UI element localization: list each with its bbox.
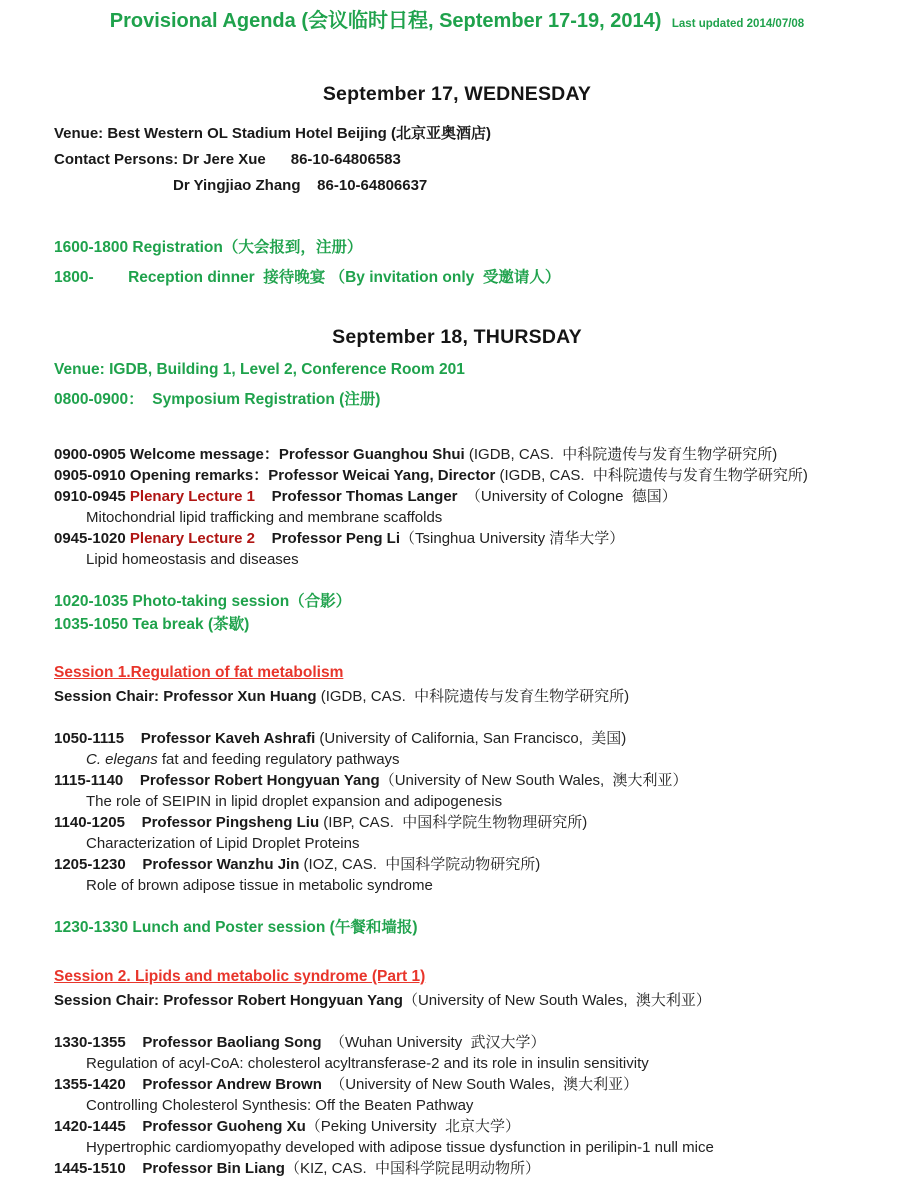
talk-affiliation: （Wuhan University 武汉大学） bbox=[321, 1034, 546, 1051]
day1-contact-line-2: Dr Yingjiao Zhang 86-10-64806637 bbox=[173, 177, 428, 194]
talk-entry bbox=[54, 1032, 860, 1053]
plenary-lecture-2-line bbox=[54, 528, 860, 549]
talk-entry bbox=[54, 812, 860, 833]
day1-registration: 1600-1800 Registration（大会报到，注册） bbox=[54, 239, 363, 256]
session-2-talks bbox=[54, 1032, 860, 1178]
session-1-title: Session 1.Regulation of fat metabolism bbox=[54, 664, 344, 681]
welcome-affiliation: (IGDB, CAS. 中科院遗传与发育生物学研究所) bbox=[464, 446, 778, 463]
last-updated-note: Last updated 2014/07/08 bbox=[671, 18, 805, 30]
talk-title: Controlling Cholesterol Synthesis: Off the Beaten Pathway bbox=[86, 1097, 474, 1114]
plenary-1-affiliation: （University of Cologne 德国） bbox=[457, 488, 677, 505]
plenary-2-label: Plenary Lecture 2 bbox=[129, 530, 255, 547]
tea-break: 1035-1050 Tea break (茶歇) bbox=[54, 616, 250, 633]
welcome-message: 0900-0905 Welcome message：Professor Guanghou Shui bbox=[54, 446, 465, 463]
talk-title: Role of brown adipose tissue in metabolic syndrome bbox=[86, 877, 433, 894]
talk-affiliation: （University of New South Wales, 澳大利亚） bbox=[379, 772, 688, 789]
talk-affiliation: (IBP, CAS. 中国科学院生物物理研究所) bbox=[319, 814, 588, 831]
session-2-chair-line bbox=[54, 989, 860, 1012]
talk-title bbox=[54, 749, 860, 770]
day2-venue: Venue: IGDB, Building 1, Level 2, Conference Room 201 bbox=[54, 361, 465, 378]
opening-remarks-line bbox=[54, 465, 860, 486]
talk-time-speaker: 1445-1510 Professor Bin Liang bbox=[54, 1160, 285, 1177]
day1-heading: September 17, WEDNESDAY bbox=[322, 83, 592, 105]
talk-entry bbox=[54, 770, 860, 791]
talk-affiliation: （KIZ, CAS. 中国科学院昆明动物所） bbox=[284, 1160, 540, 1177]
talk-title: Regulation of acyl-CoA: cholesterol acyltransferase-2 and its role in insulin sensitivity bbox=[86, 1055, 649, 1072]
talk-affiliation: (IOZ, CAS. 中国科学院动物研究所) bbox=[299, 856, 541, 873]
lunch-poster-session: 1230-1330 Lunch and Poster session (午餐和墙报) bbox=[54, 919, 418, 936]
plenary-2-talk-title: Lipid homeostasis and diseases bbox=[86, 551, 299, 568]
talk-time-speaker: 1140-1205 Professor Pingsheng Liu bbox=[54, 814, 320, 831]
talk-time-speaker: 1205-1230 Professor Wanzhu Jin bbox=[54, 856, 300, 873]
plenary-2-speaker: Professor Peng Li bbox=[254, 530, 401, 547]
session-2-title: Session 2. Lipids and metabolic syndrome (Part 1) bbox=[54, 968, 426, 985]
session-1-chair-line bbox=[54, 685, 860, 708]
welcome-message-line bbox=[54, 444, 860, 465]
talk-affiliation: （University of New South Wales, 澳大利亚） bbox=[321, 1076, 639, 1093]
session-2-chair-affiliation: （University of New South Wales, 澳大利亚） bbox=[402, 992, 711, 1009]
talk-entry bbox=[54, 1116, 860, 1137]
talk-title-italic: C. elegans bbox=[86, 751, 158, 768]
talk-title: The role of SEIPIN in lipid droplet expansion and adipogenesis bbox=[86, 793, 503, 810]
plenary-2-time: 0945-1020 bbox=[54, 530, 130, 547]
plenary-1-time: 0910-0945 bbox=[54, 488, 130, 505]
photo-session: 1020-1035 Photo-taking session（合影） bbox=[54, 593, 352, 610]
break-block bbox=[54, 590, 860, 636]
session-1-chair: Session Chair: Professor Xun Huang bbox=[54, 688, 317, 705]
plenary-1-speaker: Professor Thomas Langer bbox=[254, 488, 458, 505]
plenary-2-affiliation: （Tsinghua University 清华大学） bbox=[400, 530, 625, 547]
session-1-talks bbox=[54, 728, 860, 896]
opening-block bbox=[54, 444, 860, 570]
opening-affiliation: (IGDB, CAS. 中科院遗传与发育生物学研究所) bbox=[495, 467, 808, 484]
day2-registration: 0800-0900： Symposium Registration (注册) bbox=[54, 391, 381, 408]
talk-time-speaker: 1330-1355 Professor Baoliang Song bbox=[54, 1034, 322, 1051]
talk-affiliation: (University of California, San Francisco, 美国) bbox=[315, 730, 627, 747]
talk-time-speaker: 1420-1445 Professor Guoheng Xu bbox=[54, 1118, 306, 1135]
session-2-chair: Session Chair: Professor Robert Hongyuan Yang bbox=[54, 992, 403, 1009]
session-1-chair-affiliation: (IGDB, CAS. 中科院遗传与发育生物学研究所) bbox=[316, 688, 630, 705]
talk-time-speaker: 1115-1140 Professor Robert Hongyuan Yang bbox=[54, 772, 380, 789]
talk-entry bbox=[54, 854, 860, 875]
talk-title: Characterization of Lipid Droplet Proteins bbox=[86, 835, 360, 852]
talk-entry bbox=[54, 728, 860, 749]
document-title: Provisional Agenda (会议临时日程, September 17-19, 2014) bbox=[109, 10, 662, 32]
day2-heading: September 18, THURSDAY bbox=[332, 326, 582, 348]
document-header bbox=[54, 8, 860, 37]
talk-affiliation: （Peking University 北京大学） bbox=[305, 1118, 520, 1135]
talk-entry bbox=[54, 1158, 860, 1178]
talk-time-speaker: 1355-1420 Professor Andrew Brown bbox=[54, 1076, 322, 1093]
talk-time-speaker: 1050-1115 Professor Kaveh Ashrafi bbox=[54, 730, 316, 747]
talk-title-rest: fat and feeding regulatory pathways bbox=[157, 751, 400, 768]
plenary-lecture-1-line bbox=[54, 486, 860, 507]
day1-venue: Venue: Best Western OL Stadium Hotel Beijing (北京亚奥酒店) bbox=[54, 125, 492, 142]
talk-title: Hypertrophic cardiomyopathy developed with adipose tissue dysfunction in perilipin-1 null mice bbox=[86, 1139, 714, 1156]
plenary-1-label: Plenary Lecture 1 bbox=[129, 488, 255, 505]
opening-remarks: 0905-0910 Opening remarks：Professor Weicai Yang, Director bbox=[54, 467, 496, 484]
day1-reception-dinner: 1800- Reception dinner 接待晚宴 （By invitation only 受邀请人） bbox=[54, 269, 561, 286]
plenary-1-talk-title: Mitochondrial lipid trafficking and membrane scaffolds bbox=[86, 509, 443, 526]
day1-contact-line-1: Contact Persons: Dr Jere Xue 86-10-64806583 bbox=[54, 151, 401, 168]
talk-entry bbox=[54, 1074, 860, 1095]
